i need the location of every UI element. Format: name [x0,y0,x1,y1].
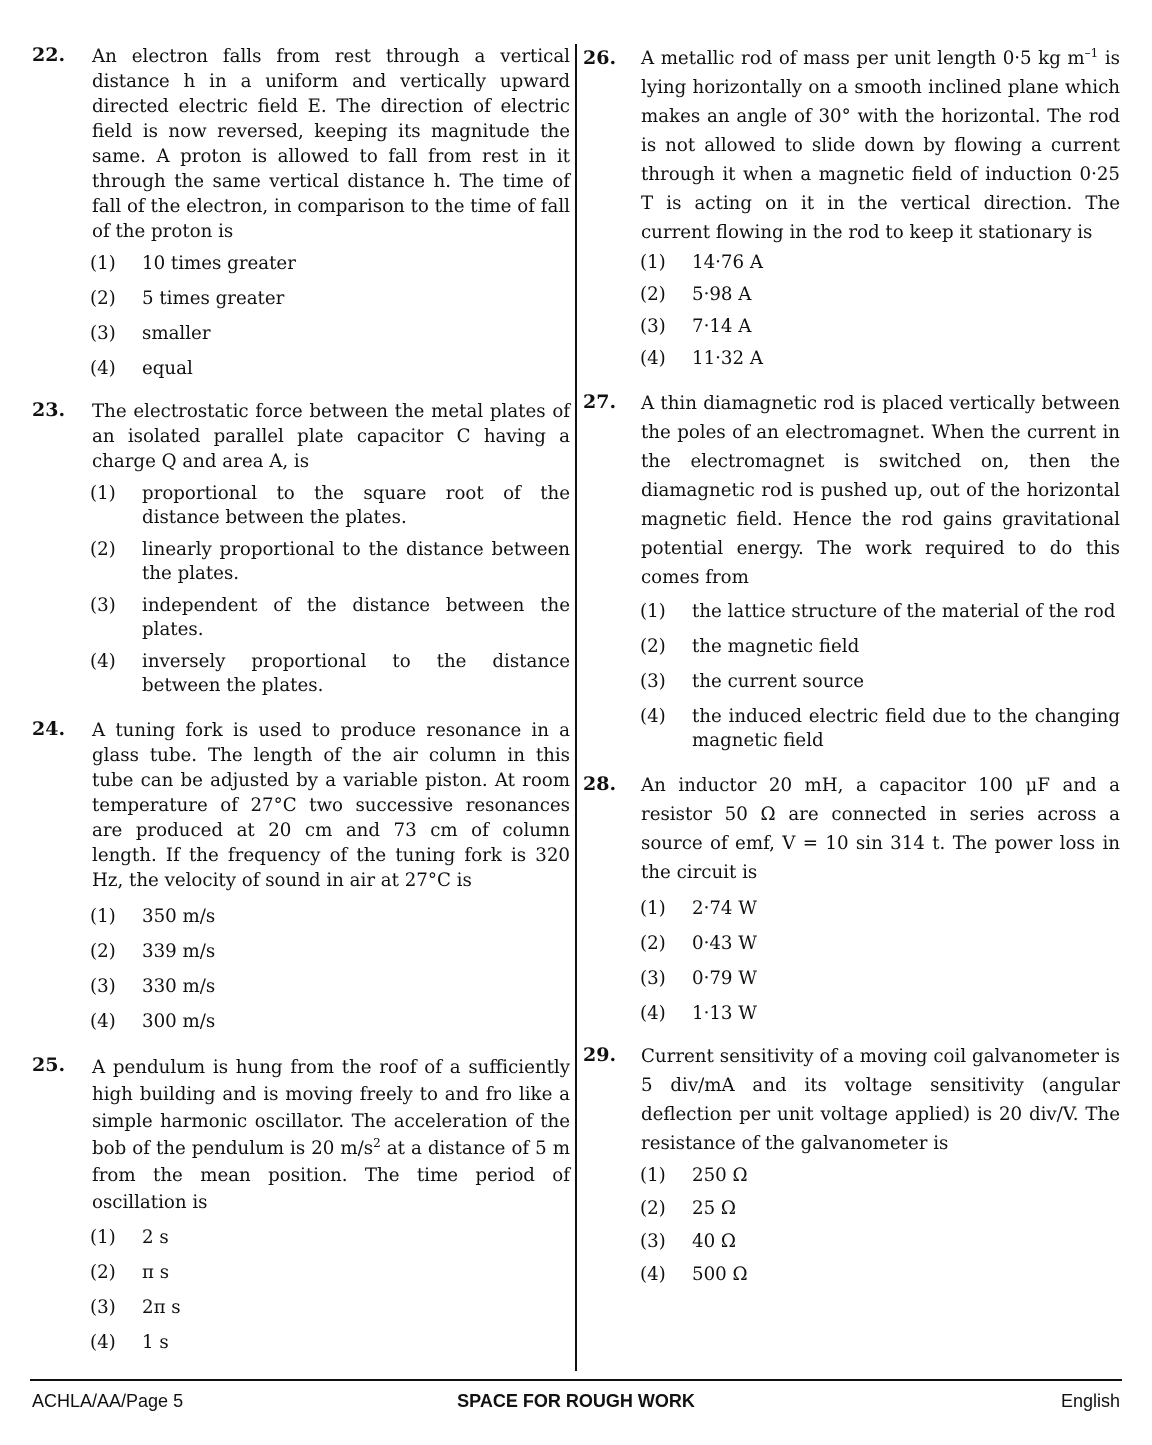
option-4: (4) inversely proportional to the distance between the plates. [90,651,570,696]
option-4: (4) 11·32 A [640,348,763,369]
right-column [583,44,1120,1287]
question-number: 24. [32,718,66,740]
question-number: 23. [32,399,66,421]
option-2: (2) the magnetic field [640,636,860,657]
option-4: (4) the induced electric field due to the changing magnetic field [640,706,1120,751]
option-1: (1) 14·76 A [640,252,763,273]
page-code: ACHLA/AA/Page 5 [32,1391,184,1411]
question-text: A pendulum is hung from the roof of a sufficiently high building and is moving freely to and fro like a simple harmonic oscillator. The acceleration of the bob of the pendulum is 20 $m/s^2$ at a distance of 5 m from the mean position. The time period of oscillation is [92,1057,570,1213]
option-3: (3) 40 Ω [640,1231,737,1252]
question-23 [32,399,570,698]
option-2: (2) π s [90,1262,170,1283]
option-2: (2) 25 Ω [640,1198,737,1219]
question-24 [32,718,570,1034]
option-1: (1) the lattice structure of the material of the rod [640,601,1116,622]
question-number: 25. [32,1054,66,1076]
question-text: A tuning fork is used to produce resonance in a glass tube. The length of the air column in this tube can be adjusted by a variable piston. At room temperature of 27°C two successive resonances are produced at 20 cm and 73 cm of column length. If the frequency of the tuning fork is 320 Hz, the velocity of sound in air at 27°C is [92,720,570,891]
question-number: 26. [583,47,617,69]
option-3: (3) 7·14 A [640,316,752,337]
option-3: (3) smaller [90,323,211,344]
options-list [640,251,1120,371]
option-4: (4) 300 m/s [90,1011,216,1032]
question-number: 29. [583,1044,617,1066]
footer-rule [30,1379,1122,1381]
question-number: 22. [32,44,66,66]
question-25 [32,1054,570,1355]
options-list [640,600,1120,753]
options-list [640,897,1120,1026]
options-list [90,1226,570,1355]
option-3: (3) 0·79 W [640,968,757,989]
question-text: Current sensitivity of a moving coil galvanometer is 5 div/mA and its voltage sensitivity (angular deflection per unit voltage applied) is 20 div/V. The resistance of the galvanometer is [641,1046,1120,1154]
question-27 [583,389,1120,753]
option-2: (2) 0·43 W [640,933,757,954]
rough-work-label: SPACE FOR ROUGH WORK [457,1391,695,1411]
option-3: (3) 330 m/s [90,976,216,997]
question-text: An inductor 20 mH, a capacitor 100 μF and a resistor 50 Ω are connected in series across a source of emf, V = 10 sin 314 t. The power loss in the circuit is [641,775,1120,883]
question-text: A metallic rod of mass per unit length 0·5 kg $m^{-1}$ is lying horizontally on a smooth inclined plane which makes an angle of 30° with the horizontal. The rod is not allowed to slide down by flowing a current through it when a magnetic field of induction 0·25 T is acting on it in the vertical direction. The current flowing in the rod to keep it stationary is [641,45,1121,243]
option-2: (2) linearly proportional to the distance between the plates. [90,539,570,584]
option-1: (1) proportional to the square root of the distance between the plates. [90,483,570,528]
question-29 [583,1042,1120,1287]
language-label: English [1060,1391,1120,1411]
option-1: (1) 350 m/s [90,906,216,927]
option-4: (4) 1·13 W [640,1003,757,1024]
option-4: (4) 500 Ω [640,1264,748,1285]
question-22 [32,44,570,381]
options-list [90,482,570,698]
option-2: (2) 5·98 A [640,284,752,305]
option-3: (3) the current source [640,671,865,692]
options-list [90,905,570,1034]
option-1: (1) 2·74 W [640,898,757,919]
option-3: (3) 2π s [90,1297,181,1318]
option-1: (1) 10 times greater [90,253,296,274]
question-28 [583,771,1120,1026]
question-text: An electron falls from rest through a vertical distance h in a uniform and vertically upward directed electric field E. The direction of electric field is now reversed, keeping its magnitude the same. A proton is allowed to fall from rest in it through the same vertical distance h. The time of fall of the electron, in comparison to the time of fall of the proton is [92,46,570,242]
option-4: (4) equal [90,358,193,379]
question-number: 27. [583,391,617,413]
option-2: (2) 339 m/s [90,941,216,962]
left-column [32,44,570,1355]
option-3: (3) independent of the distance between the plates. [90,595,570,640]
question-number: 28. [583,773,617,795]
question-26 [583,44,1120,371]
option-4: (4) 1 s [90,1332,169,1353]
column-divider [575,44,577,1371]
options-list [90,252,570,381]
option-1: (1) 2 s [90,1227,169,1248]
question-text: A thin diamagnetic rod is placed vertically between the poles of an electromagnet. When the current in the electromagnet is switched on, then the diamagnetic rod is pushed up, out of the horizontal magnetic field. Hence the rod gains gravitational potential energy. The work required to do this comes from [641,393,1120,588]
question-text: The electrostatic force between the metal plates of an isolated parallel plate capacitor C having a charge Q and area A, is [92,401,570,472]
option-1: (1) 250 Ω [640,1165,748,1186]
option-2: (2) 5 times greater [90,288,285,309]
options-list [640,1164,1120,1287]
